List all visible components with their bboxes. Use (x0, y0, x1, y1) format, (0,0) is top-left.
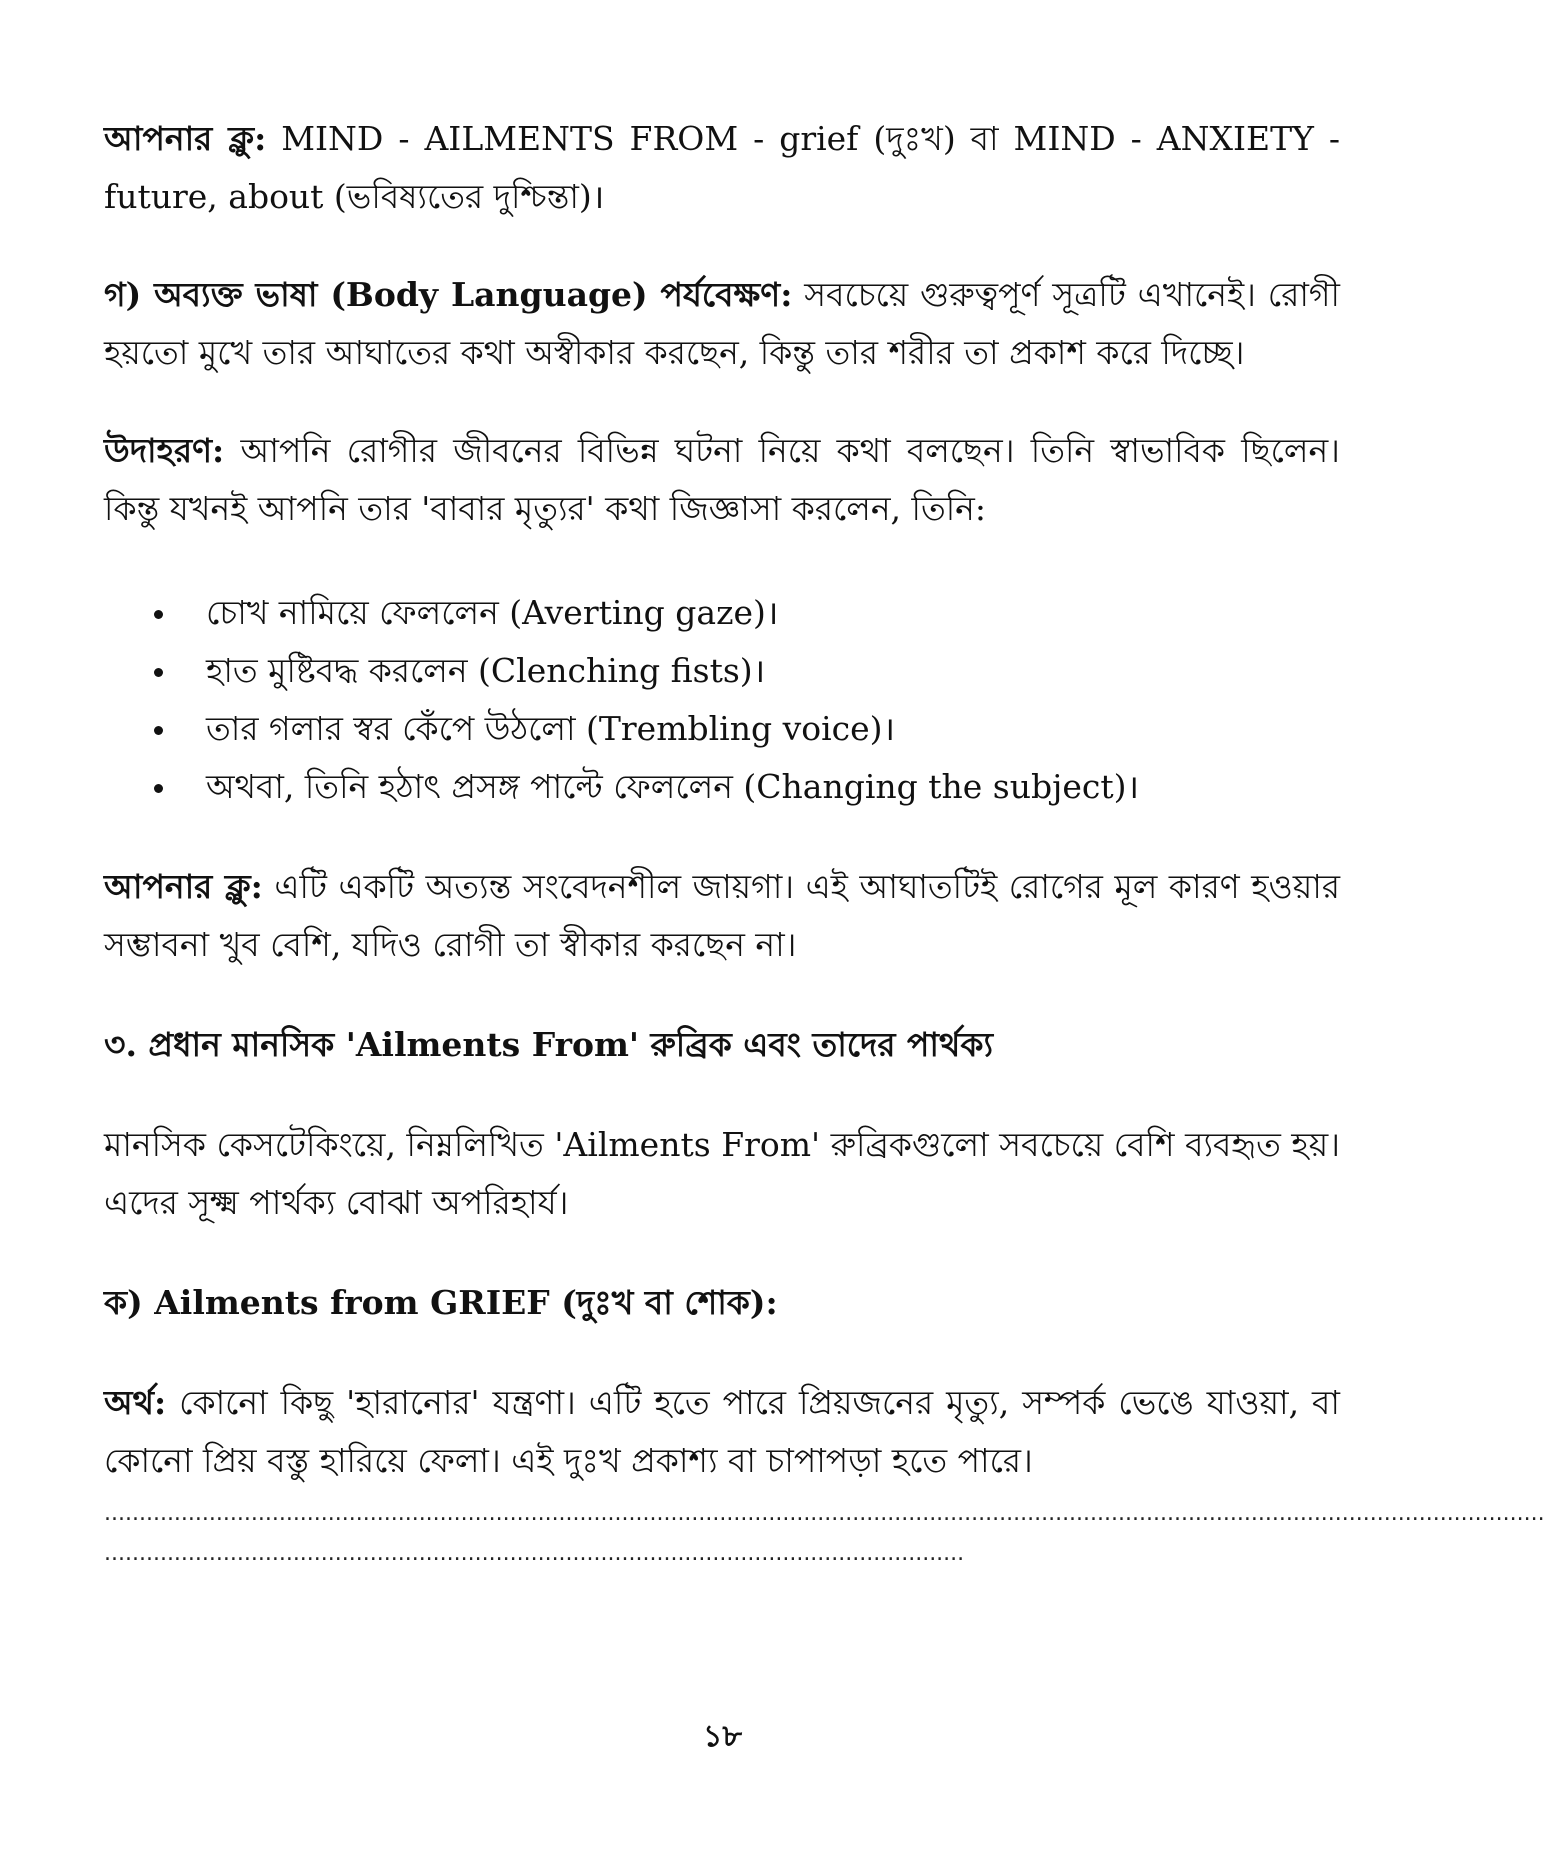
meaning-paragraph (104, 1374, 1340, 1490)
list-item (104, 642, 1340, 700)
list-item (104, 758, 1340, 816)
page-number: ১৮ (703, 1719, 742, 1754)
clue-label: আপনার ক্লু: (104, 119, 267, 158)
list-item-text: চোখ নামিয়ে ফেললেন (Averting gaze)। (206, 593, 779, 632)
list-item-text: অথবা, তিনি হঠাৎ প্রসঙ্গ পাল্টে ফেললেন (Changing the subject)। (206, 767, 1139, 806)
list-item (104, 584, 1340, 642)
bullet-icon (154, 668, 163, 677)
dotted-line: ........................................................................................................................... (104, 1541, 965, 1566)
clue-paragraph-1 (104, 110, 1340, 226)
body-language-heading: গ) অব্যক্ত ভাষা (Body Language) পর্যবেক্ষণ: (104, 275, 793, 314)
reaction-list (104, 584, 1340, 816)
body-language-text: সবচেয়ে গুরুত্বপূর্ণ সূত্রটি এখানেই। রোগী হয়তো মুখে তার আঘাতের কথা অস্বীকার করছেন, কিন্তু তার শরীর তা প্রকাশ করে দিচ্ছে। (104, 275, 1340, 372)
example-text: আপনি রোগীর জীবনের বিভিন্ন ঘটনা নিয়ে কথা বলছেন। তিনি স্বাভাবিক ছিলেন। কিন্তু যখনই আপনি তার 'বাবার মৃত্যুর' কথা জিজ্ঞাসা করলেন, তিনি: (104, 431, 1340, 528)
example-label: উদাহরণ: (104, 431, 225, 470)
section-heading-3: ৩. প্রধান মানসিক 'Ailments From' রুব্রিক এবং তাদের পার্থক্য (104, 1025, 994, 1064)
meaning-label: অর্থ: (104, 1383, 167, 1422)
body-language-paragraph (104, 266, 1340, 382)
subsection-heading-grief: ক) Ailments from GRIEF (দুঃখ বা শোক): (104, 1283, 778, 1322)
bullet-icon (154, 726, 163, 735)
clue-text: MIND - AILMENTS FROM - grief (দুঃখ) বা MIND - ANXIETY - future, about (ভবিষ্যতের দুশ্চিন্তা)। (104, 119, 1340, 216)
clue-paragraph-2 (104, 858, 1340, 974)
example-paragraph (104, 422, 1340, 538)
list-item-text: হাত মুষ্টিবদ্ধ করলেন (Clenching fists)। (206, 651, 766, 690)
meaning-text: কোনো কিছু 'হারানোর' যন্ত্রণা। এটি হতে পারে প্রিয়জনের মৃত্যু, সম্পর্ক ভেঙে যাওয়া, বা কোনো প্রিয় বস্তু হারিয়ে ফেলা। এই দুঃখ প্রকাশ্য বা চাপাপড়া হতে পারে। (104, 1383, 1340, 1480)
list-item-text: তার গলার স্বর কেঁপে উঠলো (Trembling voice)। (206, 709, 896, 748)
rubrics-intro-paragraph: মানসিক কেসটেকিংয়ে, নিম্নলিখিত 'Ailments From' রুব্রিকগুলো সবচেয়ে বেশি ব্যবহৃত হয়। এদের সূক্ষ্ম পার্থক্য বোঝা অপরিহার্য। (104, 1125, 1340, 1222)
bullet-icon (154, 610, 163, 619)
list-item (104, 700, 1340, 758)
clue-label: আপনার ক্লু: (104, 867, 263, 906)
bullet-icon (154, 784, 163, 793)
document-page (104, 110, 1545, 1574)
dotted-line: .............................................................................................................................................................................................................. (104, 1501, 1545, 1526)
clue-text: এটি একটি অত্যন্ত সংবেদনশীল জায়গা। এই আঘাতটিই রোগের মূল কারণ হওয়ার সম্ভাবনা খুব বেশি, যদিও রোগী তা স্বীকার করছেন না। (104, 867, 1340, 964)
